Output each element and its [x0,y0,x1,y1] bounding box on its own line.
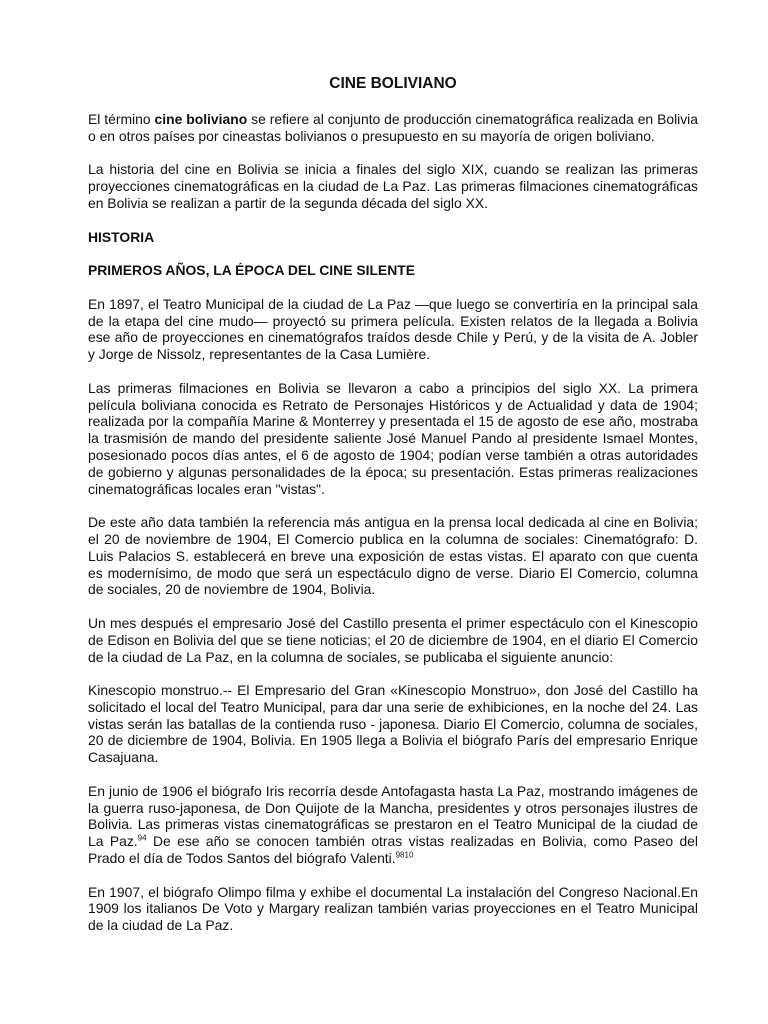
document-page [88,74,698,951]
paragraph-kinescopio-intro: Un mes después el empresario José del Castillo presenta el primer espectáculo con el Kinescopio de Edison en Bolivia del que se tiene noticias; el 20 de diciembre de 1904, en el diario El Comercio de la ciudad de La Paz, en la columna de sociales, se publicaba el siguiente anuncio: [88,614,698,665]
document-title: CINE BOLIVIANO [329,75,457,92]
paragraph-prensa: De este año data también la referencia más antigua en la prensa local dedicada al cine en Bolivia; el 20 de noviembre de 1904, El Comercio publica en la columna de sociales: Cinematógrafo: D. Luis Palacios S. establecerá en breve una exposición de estas vistas. El aparato con que cuenta es modernísimo, de modo que será un espectáculo digno de verse. Diario El Comercio, columna de sociales, 20 de noviembre de 1904, Bolivia. [88,514,698,598]
intro-paragraph [88,111,698,145]
footnote-ref-94: 94 [137,833,147,843]
paragraph-1906 [88,783,698,867]
paragraph-1906-part2: De ese año se conocen también otras vistas realizadas en Bolivia, como Paseo del Prado el día de Todos Santos del biógrafo Valenti. [88,833,698,867]
footnote-ref-9810: 9810 [395,850,414,860]
paragraph-1906-part1: En junio de 1906 el biógrafo Iris recorría desde Antofagasta hasta La Paz, mostrando imágenes de la guerra ruso-japonesa, de Don Quijote de la Mancha, presidentes y otros personajes ilustres de Bolivia. Las primeras vistas cinematográficas se prestaron en el Teatro Municipal de la ciudad de La Paz. [88,782,698,850]
section-heading-primeros-anos: PRIMEROS AÑOS, LA ÉPOCA DEL CINE SILENTE [88,262,415,279]
paragraph-kinescopio-anuncio: Kinescopio monstruo.-- El Empresario del Gran «Kinescopio Monstruo», don José del Castillo ha solicitado el local del Teatro Municipal, para dar una serie de exhibiciones, en la noche del 24. Las vistas serán las batallas de la contienda ruso - japonesa. Diario El Comercio, columna de sociales, 20 de diciembre de 1904, Bolivia. En 1905 llega a Bolivia el biógrafo París del empresario Enrique Casajuana. [88,682,698,766]
intro-term-bold: cine boliviano [154,111,248,127]
history-start-paragraph: La historia del cine en Bolivia se inicia a finales del siglo XIX, cuando se realizan las primeras proyecciones cinematográficas en la ciudad de La Paz. Las primeras filmaciones cinematográficas en Bolivia se realizan a partir de la segunda década del siglo XX. [88,161,698,211]
paragraph-1897: En 1897, el Teatro Municipal de la ciudad de La Paz —que luego se convertiría en la principal sala de la etapa del cine mudo— proyectó su primera película. Existen relatos de la llegada a Bolivia ese año de proyecciones en cinematógrafos traídos desde Chile y Perú, y de la visita de A. Jobler y Jorge de Nissolz, representantes de la Casa Lumière. [88,295,698,363]
section-heading-historia: HISTORIA [88,228,155,245]
paragraph-1907: En 1907, el biógrafo Olimpo filma y exhibe el documental La instalación del Congreso Nacional.En 1909 los italianos De Voto y Margary realizan también varias proyecciones en el Teatro Municipal de la ciudad de La Paz. [88,883,698,934]
intro-text-pre: El término [88,111,155,127]
intro-text-post: se refiere al conjunto de producción cinematográfica realizada en Bolivia o en otros países por cineastas bolivianos o presupuesto en su mayoría de origen boliviano. [88,111,698,144]
paragraph-primeras-filmaciones: Las primeras filmaciones en Bolivia se llevaron a cabo a principios del siglo XX. La primera película boliviana conocida es Retrato de Personajes Históricos y de Actualidad y data de 1904; realizada por la compañía Marine & Monterrey y presentada el 15 de agosto de ese año, mostraba la trasmisión de mando del presidente saliente José Manuel Pando al presidente Ismael Montes, posesionado pocos días antes, el 6 de agosto de 1904; podían verse también a otras autoridades de gobierno y algunas personalidades de la época; su presentación. Estas primeras realizaciones cinematográficas locales eran "vistas". [88,379,698,497]
